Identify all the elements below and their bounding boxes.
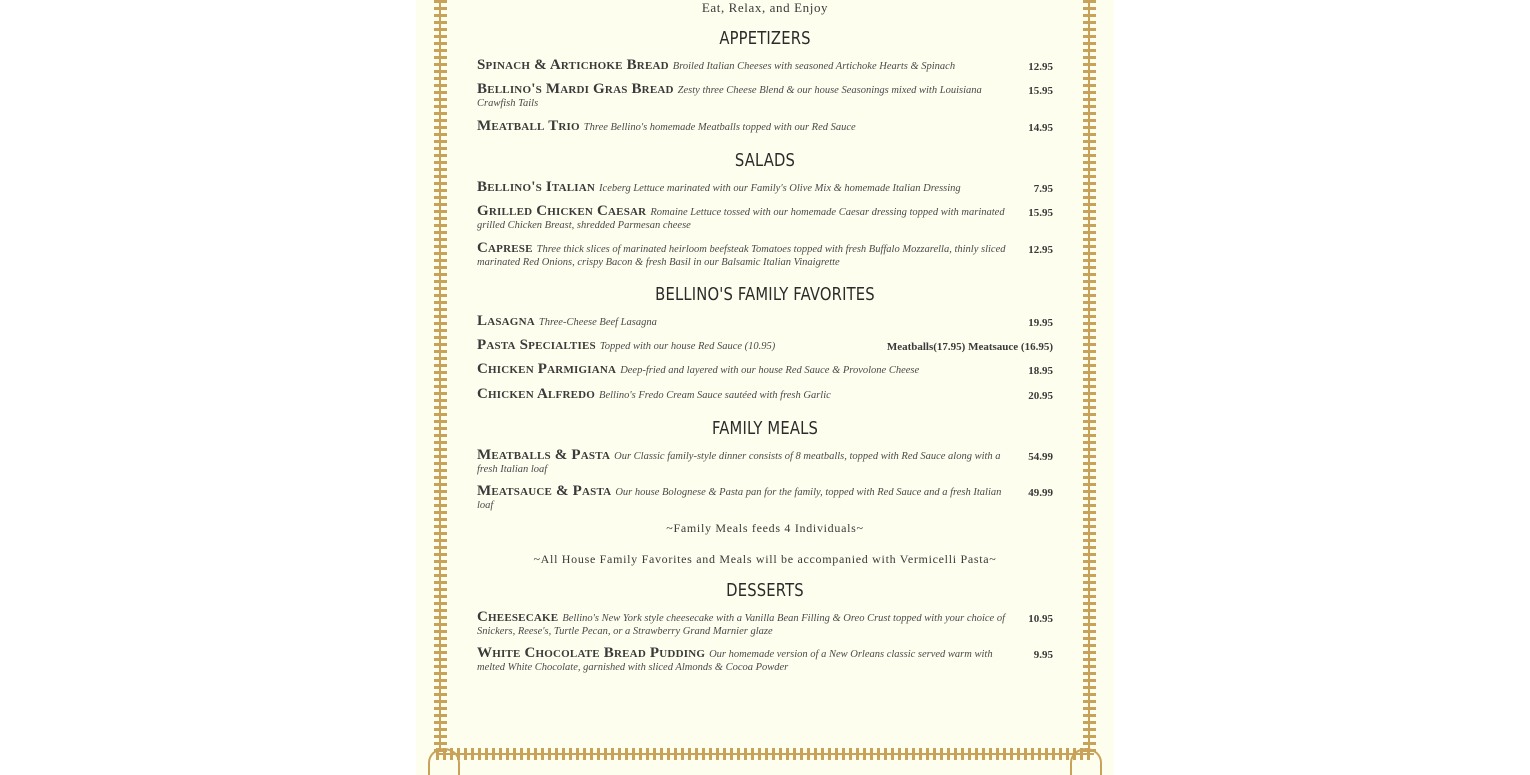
item-name: Meatsauce & Pasta bbox=[477, 483, 612, 499]
item-price: 12.95 bbox=[1028, 61, 1053, 73]
item-price: 12.95 bbox=[1028, 244, 1053, 256]
item-name: Caprese bbox=[477, 240, 533, 256]
item-name: Meatballs & Pasta bbox=[477, 447, 611, 463]
item-description: Romaine Lettuce tossed with our homemade Caesar dressing topped with marinated grilled Chicken Breast, shredded Parmesan cheese bbox=[477, 207, 1005, 231]
item-description: Three thick slices of marinated heirloom beefsteak Tomatoes topped with fresh Buffalo Mozzarella, thinly sliced marinated Red Onions, crispy Bacon & fresh Basil in our Balsamic Italian Vinaigrette bbox=[477, 244, 1006, 268]
item-name: Spinach & Artichoke Bread bbox=[477, 57, 669, 73]
item-description: Three-Cheese Beef Lasagna bbox=[538, 317, 657, 328]
corner-flourish-left-icon bbox=[428, 748, 460, 775]
section-heading-salads: SALADS bbox=[734, 150, 796, 171]
item-price: 14.95 bbox=[1028, 122, 1053, 134]
menu-item-lasagna bbox=[477, 315, 1053, 329]
tagline: Eat, Relax, and Enjoy bbox=[701, 0, 829, 15]
item-price: 9.95 bbox=[1033, 649, 1053, 661]
item-description: Our Classic family-style dinner consists of 8 meatballs, topped with Red Sauce along with a fresh Italian loaf bbox=[477, 451, 1001, 475]
menu-item-meatball-trio bbox=[477, 120, 1053, 134]
menu-item-white-chocolate-bread-pudding bbox=[477, 647, 1053, 674]
item-price: 7.95 bbox=[1033, 183, 1053, 195]
corner-flourish-right-icon bbox=[1070, 748, 1102, 775]
item-price: 20.95 bbox=[1028, 390, 1053, 402]
item-price: 10.95 bbox=[1028, 613, 1053, 625]
menu-page bbox=[416, 0, 1114, 775]
item-description: Our house Bolognese & Pasta pan for the family, topped with Red Sauce and a fresh Italian loaf bbox=[477, 487, 1002, 511]
item-name: Bellino's Mardi Gras Bread bbox=[477, 81, 674, 97]
menu-item-cheesecake bbox=[477, 611, 1053, 638]
section-heading-appetizers: APPETIZERS bbox=[719, 28, 811, 49]
family-meals-note: ~Family Meals feeds 4 Individuals~ bbox=[666, 521, 864, 535]
section-heading-family-favorites: BELLINO'S FAMILY FAVORITES bbox=[655, 284, 875, 305]
item-description: Topped with our house Red Sauce (10.95) bbox=[599, 341, 776, 352]
item-price: 18.95 bbox=[1028, 365, 1053, 377]
ornamental-border-bottom-icon bbox=[436, 748, 1094, 760]
ornamental-border-left-icon bbox=[434, 0, 447, 752]
vermicelli-note: ~All House Family Favorites and Meals will be accompanied with Vermicelli Pasta~ bbox=[533, 552, 997, 566]
section-heading-family-meals: FAMILY MEALS bbox=[711, 418, 819, 439]
menu-item-meatballs-pasta bbox=[477, 449, 1053, 476]
item-description: Broiled Italian Cheeses with seasoned Artichoke Hearts & Spinach bbox=[672, 61, 956, 72]
item-name: Meatball Trio bbox=[477, 118, 580, 134]
menu-item-grilled-chicken-caesar bbox=[477, 205, 1053, 232]
item-description: Deep-fried and layered with our house Red Sauce & Provolone Cheese bbox=[620, 365, 920, 376]
menu-item-bellinos-italian bbox=[477, 181, 1053, 195]
item-description: Iceberg Lettuce marinated with our Family's Olive Mix & homemade Italian Dressing bbox=[599, 183, 961, 194]
item-price: 15.95 bbox=[1028, 85, 1053, 97]
item-name: White Chocolate Bread Pudding bbox=[477, 645, 706, 661]
section-heading-desserts: DESSERTS bbox=[726, 580, 804, 601]
menu-item-meatsauce-pasta bbox=[477, 485, 1053, 512]
menu-item-caprese bbox=[477, 242, 1053, 269]
item-description: Three Bellino's homemade Meatballs topped with our Red Sauce bbox=[583, 122, 856, 133]
item-name: Bellino's Italian bbox=[477, 179, 596, 195]
ornamental-border-right-icon bbox=[1083, 0, 1096, 752]
item-description: Bellino's Fredo Cream Sauce sautéed with fresh Garlic bbox=[599, 390, 831, 401]
item-name: Cheesecake bbox=[477, 609, 559, 625]
item-description: Bellino's New York style cheesecake with a Vanilla Bean Filling & Oreo Crust topped with your choice of Snickers, Reese's, Turtle Pecan, or a Strawberry Grand Marnier glaze bbox=[477, 613, 1006, 637]
item-name: Grilled Chicken Caesar bbox=[477, 203, 647, 219]
item-name: Chicken Alfredo bbox=[477, 386, 596, 402]
menu-item-chicken-alfredo bbox=[477, 388, 1053, 402]
menu-item-spinach-artichoke-bread bbox=[477, 59, 1053, 73]
item-price: 19.95 bbox=[1028, 317, 1053, 329]
item-name: Lasagna bbox=[477, 313, 535, 329]
menu-item-pasta-specialties bbox=[477, 339, 1053, 353]
item-description: Zesty three Cheese Blend & our house Seasonings mixed with Louisiana Crawfish Tails bbox=[477, 85, 982, 109]
item-description: Our homemade version of a New Orleans classic served warm with melted White Chocolate, garnished with sliced Almonds & Cocoa Powder bbox=[477, 649, 993, 673]
item-price: 54.99 bbox=[1028, 451, 1053, 463]
item-price: Meatballs(17.95) Meatsauce (16.95) bbox=[886, 341, 1053, 353]
item-name: Chicken Parmigiana bbox=[477, 361, 617, 377]
menu-item-mardi-gras-bread bbox=[477, 83, 1053, 110]
item-price: 15.95 bbox=[1028, 207, 1053, 219]
item-price: 49.99 bbox=[1028, 487, 1053, 499]
item-name: Pasta Specialties bbox=[477, 337, 596, 353]
menu-item-chicken-parmigiana bbox=[477, 363, 1053, 377]
